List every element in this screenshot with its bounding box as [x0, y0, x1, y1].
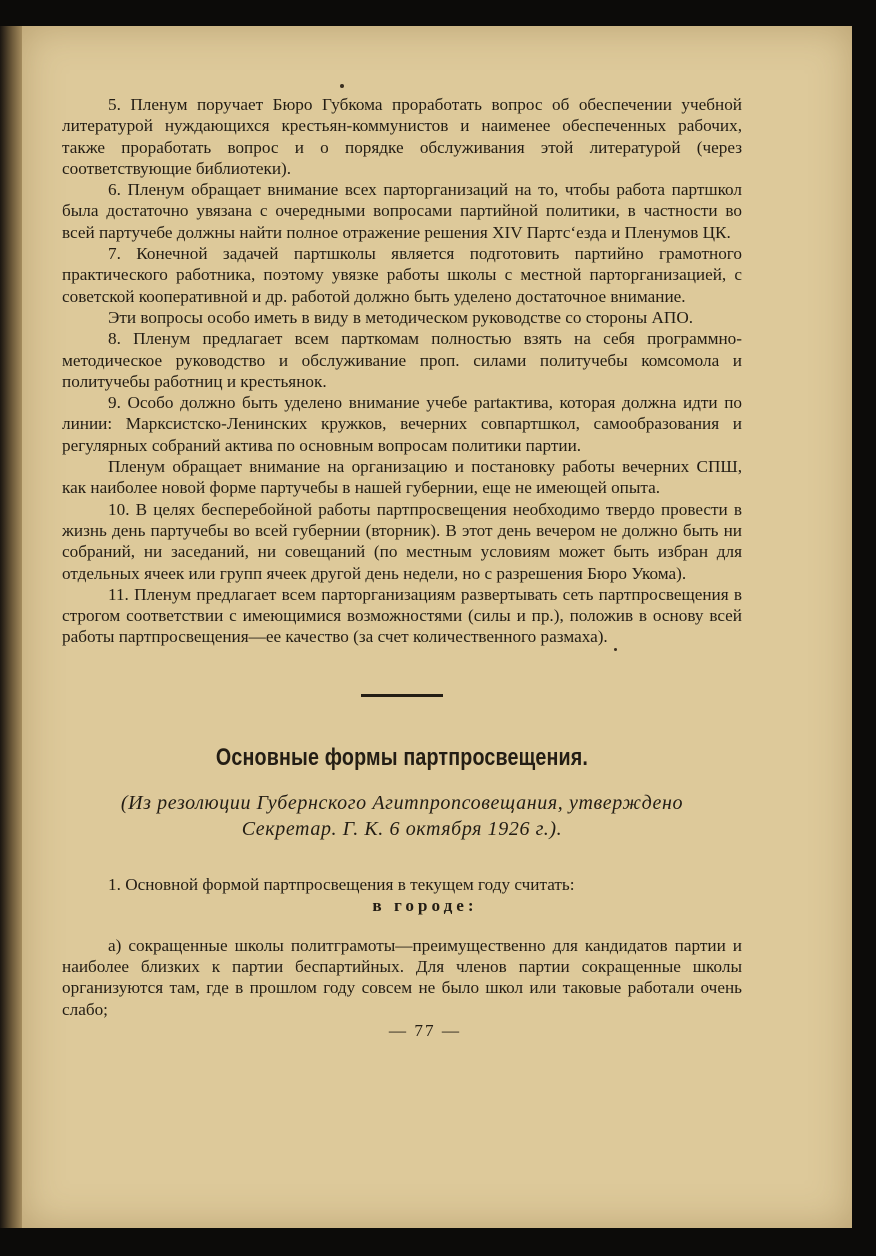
section-title: Основные формы партпросвещения. — [215, 743, 589, 771]
source-note — [62, 790, 742, 842]
lead-paragraph: 1. Основной формой партпросвещения в текущем году считать: — [108, 875, 575, 895]
paragraph-spsh: Пленум обращает внимание на организацию и постановку работы вечерних СПШ, как наиболее новой форме партучебы в нашей губернии, еще не имеющей опыта. — [62, 457, 742, 498]
source-note-line: Секретар. Г. К. 6 октября 1926 г.). — [241, 818, 563, 841]
paragraph-apo: Эти вопросы особо иметь в виду в методическом руководстве со стороны АПО. — [108, 307, 694, 327]
paragraph-8: 8. Пленум предлагает всем парткомам полностью взять на себя программно-методическое руководство и обслуживание проп. силами политучебы комсомола и политучебы работниц и крестьянок. — [62, 329, 742, 391]
paragraph-6: 6. Пленум обращает внимание всех парторганизаций на то, чтобы работа партшкол была достаточно увязана с очередными вопросами партийной политики, в частности во всей партучебе должны найти полное отражение решения XIV Партс‘езда и Пленумов ЦК. — [62, 180, 742, 242]
book-spine — [0, 26, 22, 1228]
paragraph-11: 11. Пленум предлагает всем парторганизациям развертывать сеть партпросвещения в строгом соответствии с имеющимися возможностями (силы и пр.), положив в основу всей работы партпросвещения—ее качество (за счет количественного размаха). — [62, 584, 742, 647]
paper-speck — [340, 84, 344, 88]
document-body — [62, 94, 742, 1041]
paragraph-9: 9. Особо должно быть уделено внимание учебе partактива, которая должна идти по линии: Марксистско-Ленинских кружков, вечерних совпартшкол, самообразования и регулярных собраний актива по основным вопросам политики партии. — [62, 393, 742, 455]
item-a: а) сокращенные школы политграмоты—преимущественно для кандидатов партии и наиболее близких к партии беспартийных. Для членов партии сокращенные школы организуются там, где в прошлом году совсем не было школ или таковые работали очень слабо; — [62, 935, 742, 1019]
document-page — [22, 26, 852, 1228]
paragraph-10: 10. В целях бесперебойной работы партпросвещения необходимо твердо провести в жизнь день партучебы во всей губернии (вторник). В этот день вечером не должно быть ни собраний, ни заседаний, ни совещаний (по местным условиям может быть избран для отдельных ячеек или групп ячеек другой день недели, но с разрешения Бюро Укома). — [62, 499, 742, 583]
section-divider — [361, 694, 443, 697]
paragraph-5: 5. Пленум поручает Бюро Губкома проработать вопрос об обеспечении учебной литературой нуждающихся крестьян-коммунистов и наименее обеспеченных рабочих, также проработать вопрос и о порядке обслуживания этой литературой (через соответствующие библиотеки). — [62, 95, 742, 178]
source-note-line: (Из резолюции Губернского Агитпропсовещания, утверждено — [120, 792, 684, 815]
page-number: — 77 — — [388, 1020, 462, 1040]
subheading-city: в городе: — [372, 896, 478, 916]
paragraph-7: 7. Конечной задачей партшколы является подготовить партийно грамотного практического работника, поэтому увязке работы школы с местной парторганизацией, с советской кооперативной и др. работой должно быть уделено достаточное внимание. — [62, 244, 742, 306]
